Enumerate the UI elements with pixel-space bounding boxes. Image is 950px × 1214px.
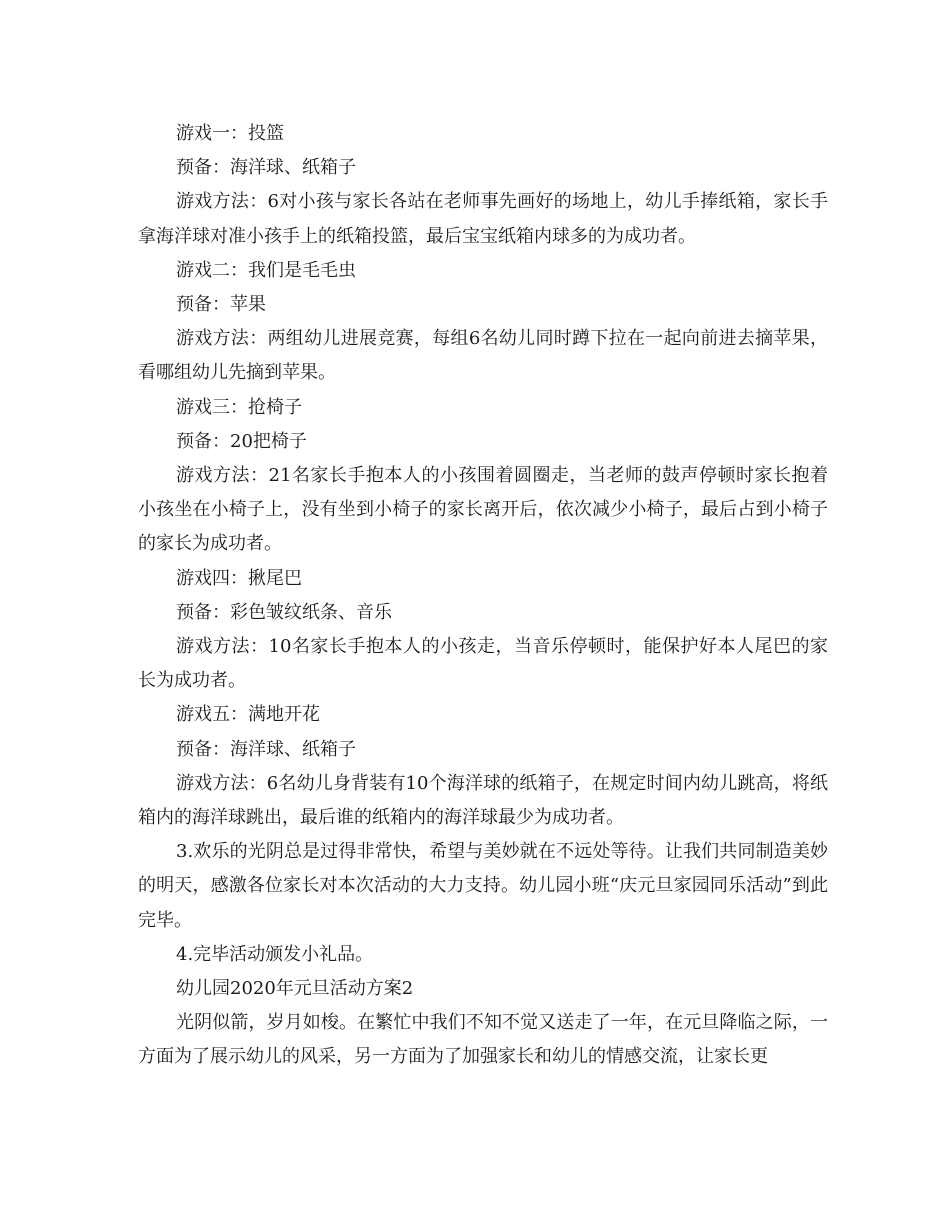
paragraph: 预备：海洋球、纸箱子 [176, 738, 356, 760]
paragraph: 游戏四：揪尾巴 [176, 567, 302, 589]
paragraph: 光阴似箭，岁月如梭。在繁忙中我们不知不觉又送走了一年，在元旦降临之际，一方面为了展示幼儿的风采，另一方面为了加强家长和幼儿的情感交流，让家长更 [138, 1012, 828, 1068]
paragraph: 游戏五：满地开花 [176, 704, 320, 726]
paragraph: 游戏二：我们是毛毛虫 [176, 259, 356, 281]
paragraph: 游戏方法：6对小孩与家长各站在老师事先画好的场地上，幼儿手捧纸箱，家长手拿海洋球对准小孩手上的纸箱投篮，最后宝宝纸箱内球多的为成功者。 [138, 191, 828, 247]
paragraph: 游戏三：抢椅子 [176, 396, 302, 418]
paragraph: 预备：彩色皱纹纸条、音乐 [176, 601, 392, 623]
paragraph: 游戏一：投篮 [176, 123, 284, 144]
paragraph: 4.完毕活动颁发小礼品。 [176, 943, 374, 965]
paragraph: 游戏方法：6名幼儿身背装有10个海洋球的纸箱子，在规定时间内幼儿跳高，将纸箱内的海洋球跳出，最后谁的纸箱内的海洋球最少为成功者。 [138, 772, 828, 829]
paragraph: 3.欢乐的光阴总是过得非常快，希望与美妙就在不远处等待。让我们共同制造美妙的明天，感激各位家长对本次活动的大力支持。幼儿园小班“庆元旦家园同乐活动”到此完毕。 [138, 841, 828, 931]
paragraph: 游戏方法：两组幼儿进展竞赛，每组6名幼儿同时蹲下拉在一起向前进去摘苹果，看哪组幼儿先摘到苹果。 [138, 328, 828, 384]
paragraph: 游戏方法：10名家长手抱本人的小孩走，当音乐停顿时，能保护好本人尾巴的家长为成功者。 [138, 636, 828, 692]
paragraph: 预备：苹果 [176, 294, 266, 316]
paragraph: 预备：海洋球、纸箱子 [176, 157, 356, 179]
paragraph: 游戏方法：21名家长手抱本人的小孩围着圆圈走，当老师的鼓声停顿时家长抱着小孩坐在小椅子上，没有坐到小椅子的家长离开后，依次减少小椅子，最后占到小椅子的家长为成功者。 [138, 465, 828, 555]
paragraph: 幼儿园2020年元旦活动方案2 [176, 978, 414, 1000]
document-body [138, 117, 828, 1075]
paragraph: 预备：20把椅子 [176, 430, 307, 452]
